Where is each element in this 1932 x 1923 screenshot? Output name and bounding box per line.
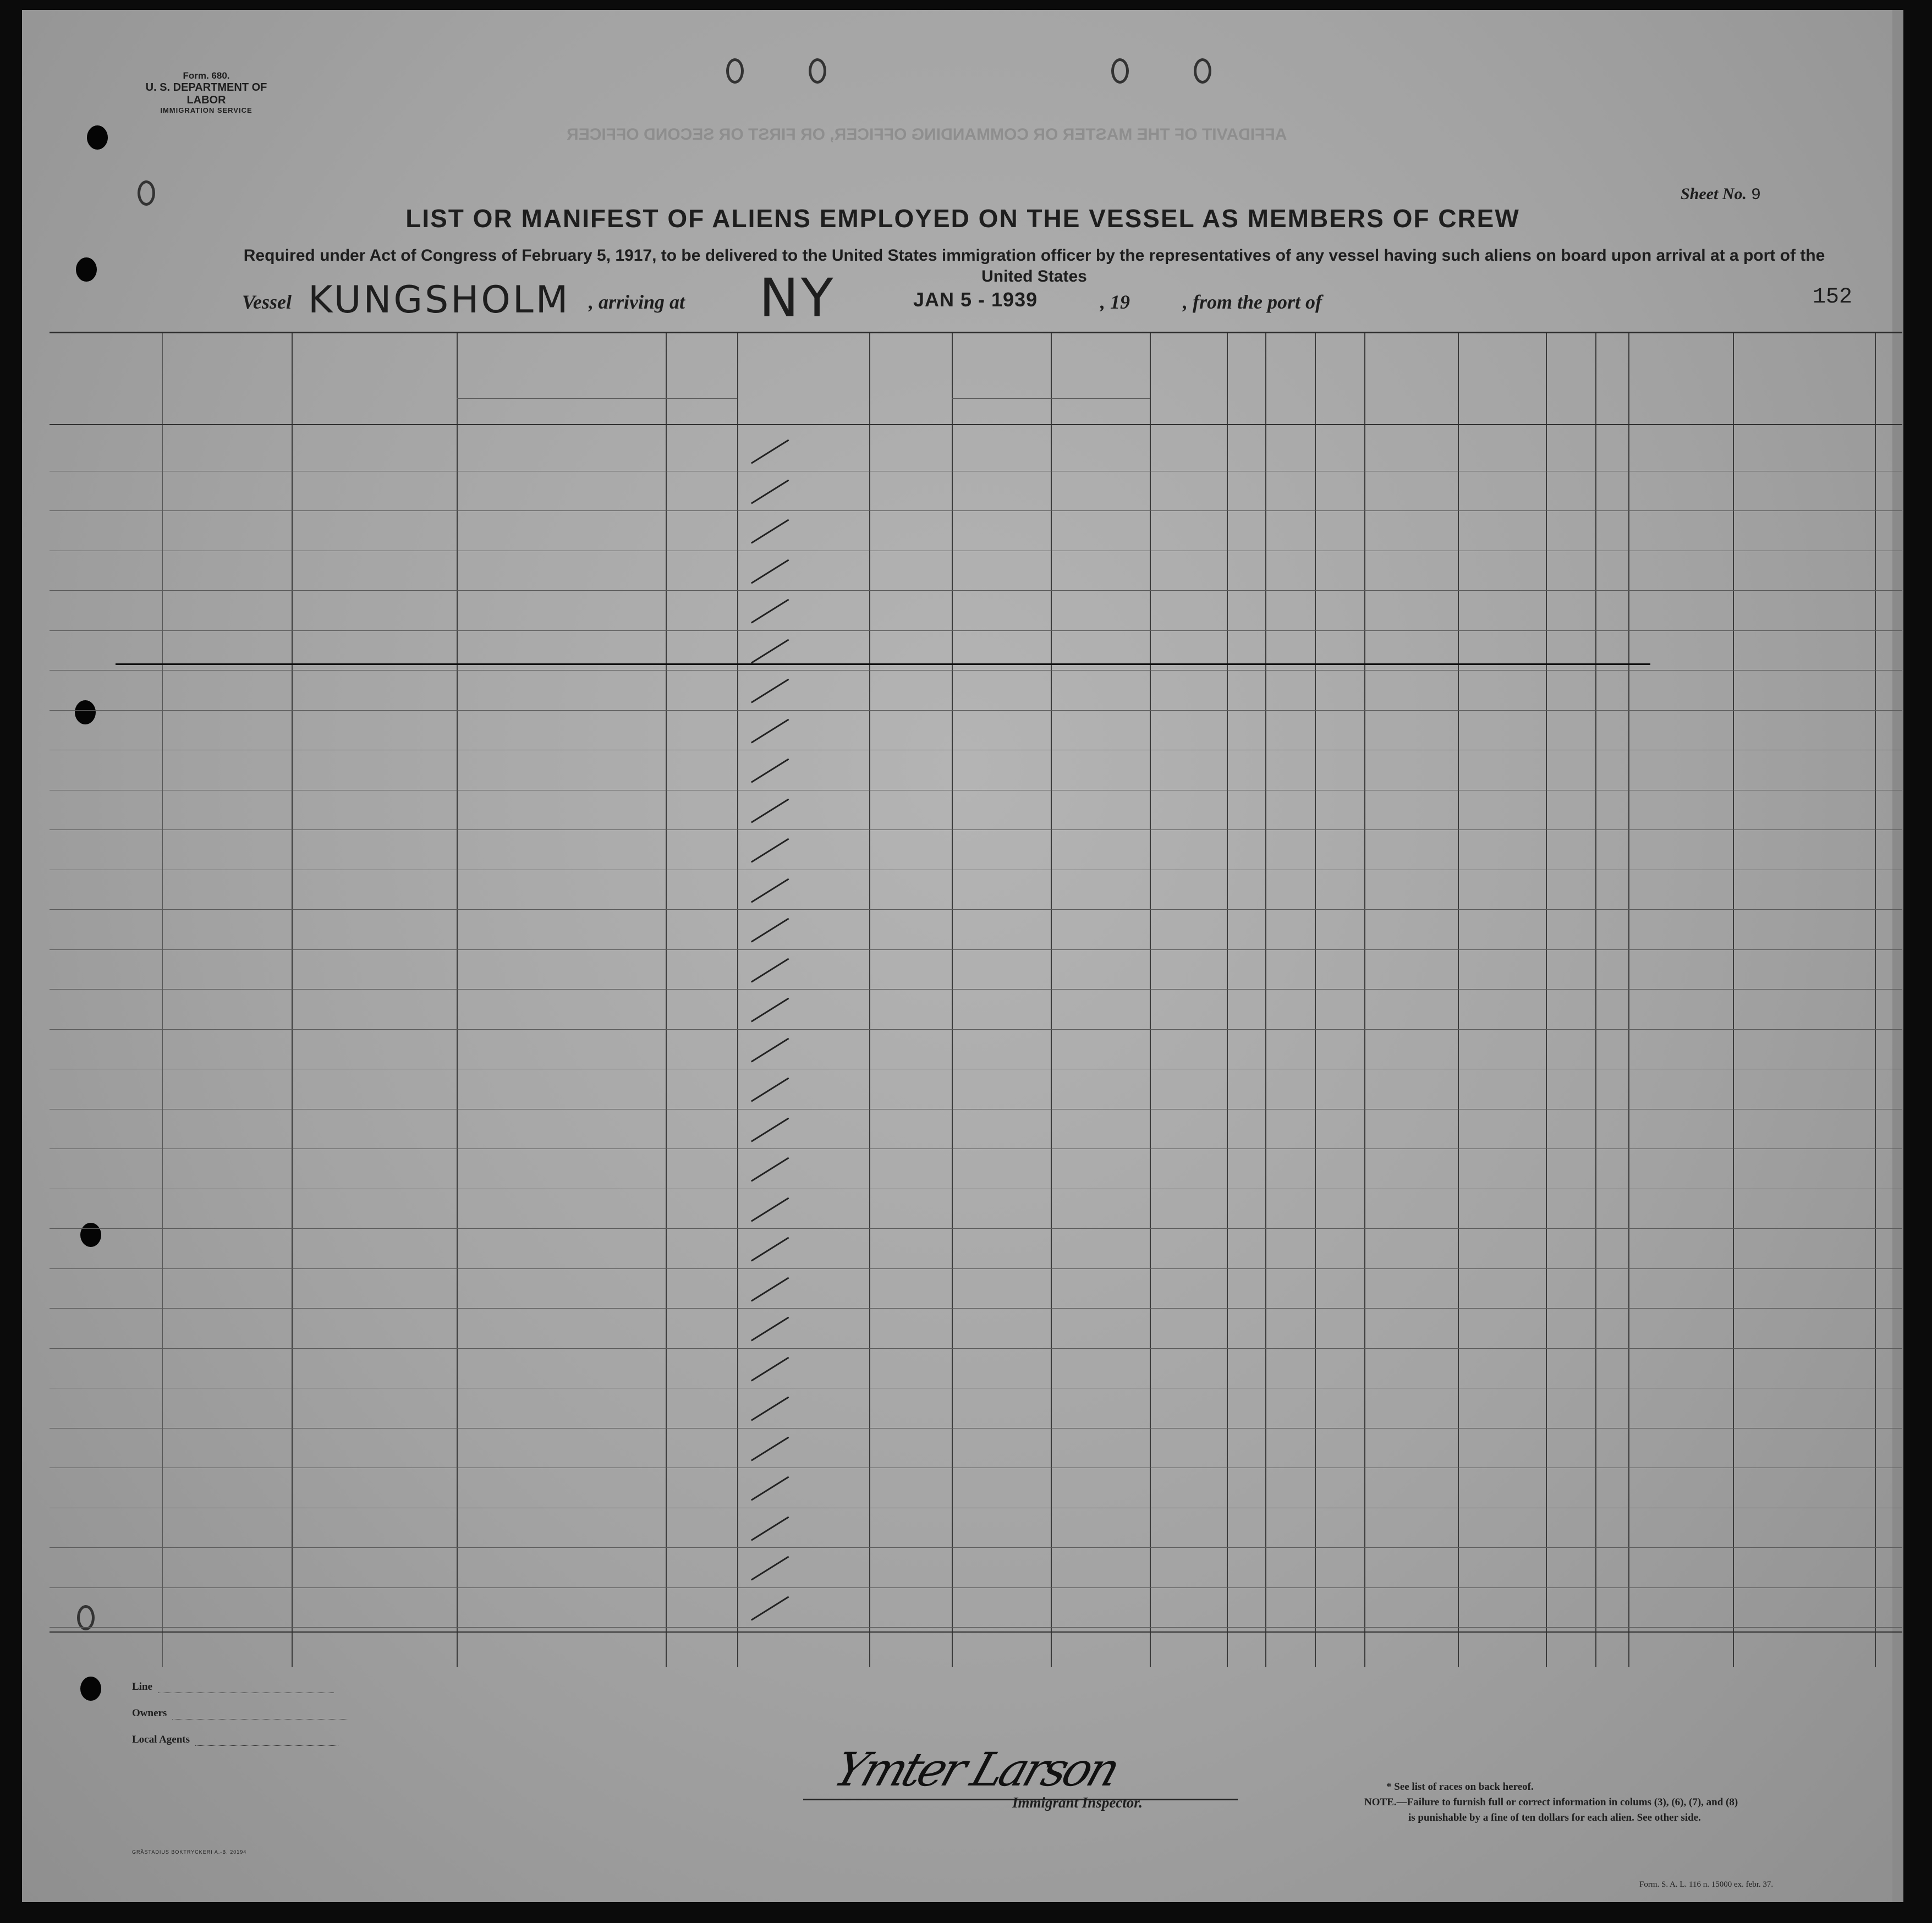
service-tick-mark: [751, 958, 789, 982]
strike-through-line: [116, 663, 1650, 665]
row-rule: [50, 710, 1902, 711]
service-tick-mark: [751, 1277, 789, 1301]
vessel-name: KUNGSHOLM: [308, 278, 570, 322]
service: IMMIGRATION SERVICE: [160, 106, 253, 114]
service-tick-mark: [751, 1157, 789, 1182]
service-tick-mark: [751, 519, 789, 544]
service-tick-mark: [751, 479, 789, 504]
row-rule: [50, 630, 1902, 631]
year-label: , 19: [1100, 291, 1130, 313]
from-port-label: , from the port of: [1183, 291, 1322, 313]
document-number: 152: [1813, 285, 1853, 310]
subheader-rule: [952, 398, 1150, 399]
row-rule: [50, 1348, 1902, 1349]
header-bottom-rule: [50, 424, 1902, 425]
local-agents-field: [132, 1734, 338, 1746]
row-rule: [50, 670, 1902, 671]
service-tick-mark: [751, 998, 789, 1023]
form-number: Form. 680.: [183, 70, 230, 81]
crew-manifest-table: [50, 332, 1902, 1667]
punch-hole: [76, 257, 97, 282]
binder-ring: [1194, 58, 1211, 84]
printer-imprint: GRÄSTADIUS BOKTRYCKERI A.-B. 20194: [132, 1849, 247, 1855]
row-rule: [50, 989, 1902, 990]
line-label: Line: [132, 1681, 152, 1693]
owners-field: [132, 1707, 348, 1719]
row-rule: [50, 1547, 1902, 1548]
service-tick-mark: [751, 599, 789, 624]
service-tick-mark: [751, 1037, 789, 1062]
row-rule: [50, 1029, 1902, 1030]
form-code: Form. S. A. L. 116 n. 15000 ex. febr. 37.: [1639, 1880, 1774, 1889]
fine-note-2: is punishable by a fine of ten dollars for each alien. See other side.: [1408, 1812, 1701, 1823]
subheader-rule: [457, 398, 737, 399]
service-tick-mark: [751, 439, 789, 464]
arriving-port: NY: [759, 267, 836, 329]
row-rule: [50, 510, 1902, 511]
service-tick-mark: [751, 718, 789, 743]
binder-ring: [138, 180, 155, 206]
service-tick-mark: [751, 1516, 789, 1541]
department: U. S. DEPARTMENT OF LABOR: [145, 81, 267, 106]
race-note: * See list of races on back hereof.: [1386, 1781, 1534, 1793]
service-tick-mark: [751, 798, 789, 823]
row-rule: [50, 590, 1902, 591]
service-tick-mark: [751, 838, 789, 863]
binder-ring: [726, 58, 744, 84]
service-tick-mark: [751, 878, 789, 903]
service-tick-mark: [751, 1356, 789, 1381]
row-rule: [50, 1587, 1902, 1588]
row-rule: [50, 949, 1902, 950]
row-rule: [50, 909, 1902, 910]
service-tick-mark: [751, 559, 789, 584]
row-rule: [50, 829, 1902, 830]
date-stamp: JAN 5 - 1939: [913, 288, 1038, 311]
binder-ring: [809, 58, 826, 84]
row-rule: [50, 1308, 1902, 1309]
service-tick-mark: [751, 1117, 789, 1142]
service-tick-mark: [751, 1476, 789, 1501]
form-identifier: [127, 70, 286, 114]
service-tick-mark: [751, 1317, 789, 1342]
manifest-page: [22, 10, 1903, 1902]
arriving-label: , arriving at: [589, 291, 685, 313]
inspector-signature: Ymter Larson: [827, 1743, 1124, 1796]
punch-hole: [87, 125, 108, 150]
local-agents-label: Local Agents: [132, 1734, 190, 1745]
owners-label: Owners: [132, 1707, 167, 1719]
page-title: LIST OR MANIFEST OF ALIENS EMPLOYED ON THE VESSEL AS MEMBERS OF CREW: [405, 204, 1520, 233]
binder-ring: [1111, 58, 1129, 84]
service-tick-mark: [751, 918, 789, 943]
vessel-label: Vessel: [242, 291, 292, 313]
sheet-value: 9: [1751, 186, 1761, 205]
line-field: [132, 1681, 334, 1693]
inspector-label: Immigrant Inspector.: [1012, 1794, 1143, 1811]
row-rule: [50, 1627, 1902, 1628]
service-tick-mark: [751, 679, 789, 704]
fine-note-1: NOTE.—Failure to furnish full or correct information in colums (3), (6), (7), and (8): [1364, 1796, 1738, 1808]
punch-hole: [80, 1677, 101, 1701]
row-rule: [50, 1228, 1902, 1229]
page-subtitle: Required under Act of Congress of February 5, 1917, to be delivered to the United States immigration officer by the representatives of any vessel having such aliens on board upon arrival at a port of the United States: [243, 246, 1825, 285]
table-bottom-rule: [50, 1631, 1902, 1633]
service-tick-mark: [751, 1237, 789, 1262]
service-tick-mark: [751, 1596, 789, 1620]
bleed-through-heading: AFFIDAVIT OF THE MASTER OR COMMANDING OFFICER, OR FIRST OR SECOND OFFICER: [567, 125, 1287, 144]
sheet-label: Sheet No.: [1681, 185, 1747, 203]
sheet-number: [1681, 185, 1761, 205]
service-tick-mark: [751, 1078, 789, 1102]
service-tick-mark: [751, 639, 789, 663]
service-tick-mark: [751, 1197, 789, 1222]
service-tick-mark: [751, 1397, 789, 1421]
service-tick-mark: [751, 1436, 789, 1461]
row-rule: [50, 1268, 1902, 1269]
service-tick-mark: [751, 1556, 789, 1581]
service-tick-mark: [751, 759, 789, 783]
